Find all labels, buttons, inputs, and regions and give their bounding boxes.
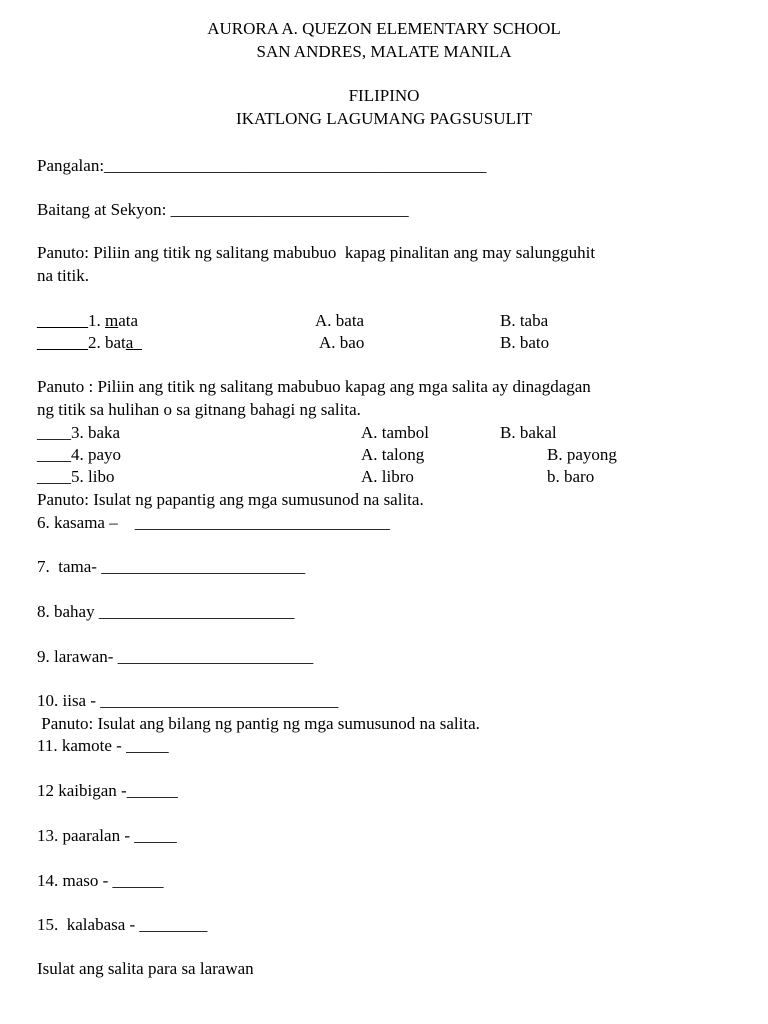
item-14-answer-line[interactable]: 14. maso - ______ bbox=[37, 871, 164, 890]
item-2-answer-blank[interactable]: ______ bbox=[37, 333, 88, 352]
item-6-answer-line[interactable]: 6. kasama – ______________________________ bbox=[37, 513, 390, 532]
part2-instruction-line2: ng titik sa hulihan o sa gitnang bahagi ng salita. bbox=[37, 400, 361, 419]
item-3-question[interactable]: ____3. baka bbox=[37, 423, 121, 442]
item-11-answer-line[interactable]: 11. kamote - _____ bbox=[37, 736, 169, 755]
item-8-answer-line[interactable]: 8. bahay _______________________ bbox=[37, 602, 295, 621]
picture-instruction: Isulat ang salita para sa larawan bbox=[37, 959, 254, 978]
item-5-question[interactable]: ____5. libo bbox=[37, 467, 115, 486]
grade-section-field[interactable]: Baitang at Sekyon: ____________________________ bbox=[37, 200, 409, 219]
subject-title: FILIPINO bbox=[348, 86, 420, 105]
item-2-question: ______2. bata_ bbox=[37, 333, 142, 352]
item-12-answer-line[interactable]: 12 kaibigan -______ bbox=[37, 781, 178, 800]
school-address: SAN ANDRES, MALATE MANILA bbox=[256, 42, 512, 61]
item-5-choice-a: A. libro bbox=[361, 467, 414, 486]
name-field[interactable]: Pangalan:_____________________________________________ bbox=[37, 156, 487, 175]
item-1-question: ______1. mata bbox=[37, 311, 139, 330]
item-15-answer-line[interactable]: 15. kalabasa - ________ bbox=[37, 915, 208, 934]
item-4-choice-a: A. talong bbox=[361, 445, 425, 464]
test-title: IKATLONG LAGUMANG PAGSUSULIT bbox=[236, 109, 532, 128]
item-5-choice-b: b. baro bbox=[547, 467, 595, 486]
item-2-choice-b: B. bato bbox=[500, 333, 550, 352]
item-1-answer-blank[interactable]: ______ bbox=[37, 311, 88, 330]
item-7-answer-line[interactable]: 7. tama- ________________________ bbox=[37, 557, 306, 576]
part3-instruction: Panuto: Isulat ng papantig ang mga sumusunod na salita. bbox=[37, 490, 424, 509]
item-3-choice-b: B. bakal bbox=[500, 423, 557, 442]
item-2-choice-a: A. bao bbox=[319, 333, 365, 352]
item-4-question[interactable]: ____4. payo bbox=[37, 445, 122, 464]
item-1-choice-b: B. taba bbox=[500, 311, 549, 330]
item-10-answer-line[interactable]: 10. iisa - ____________________________ bbox=[37, 691, 339, 710]
item-3-choice-a: A. tambol bbox=[361, 423, 429, 442]
part2-instruction-line1: Panuto : Piliin ang titik ng salitang mabubuo kapag ang mga salita ay dinagdagan bbox=[37, 377, 591, 396]
part1-instruction-line1: Panuto: Piliin ang titik ng salitang mabubuo kapag pinalitan ang may salungguhit bbox=[37, 243, 596, 262]
part4-instruction: Panuto: Isulat ang bilang ng pantig ng mga sumusunod na salita. bbox=[37, 714, 480, 733]
item-4-choice-b: B. payong bbox=[547, 445, 617, 464]
item-13-answer-line[interactable]: 13. paaralan - _____ bbox=[37, 826, 177, 845]
item-9-answer-line[interactable]: 9. larawan- _______________________ bbox=[37, 647, 314, 666]
school-name: AURORA A. QUEZON ELEMENTARY SCHOOL bbox=[207, 19, 561, 38]
item-1-choice-a: A. bata bbox=[315, 311, 365, 330]
part1-instruction-line2: na titik. bbox=[37, 266, 89, 285]
